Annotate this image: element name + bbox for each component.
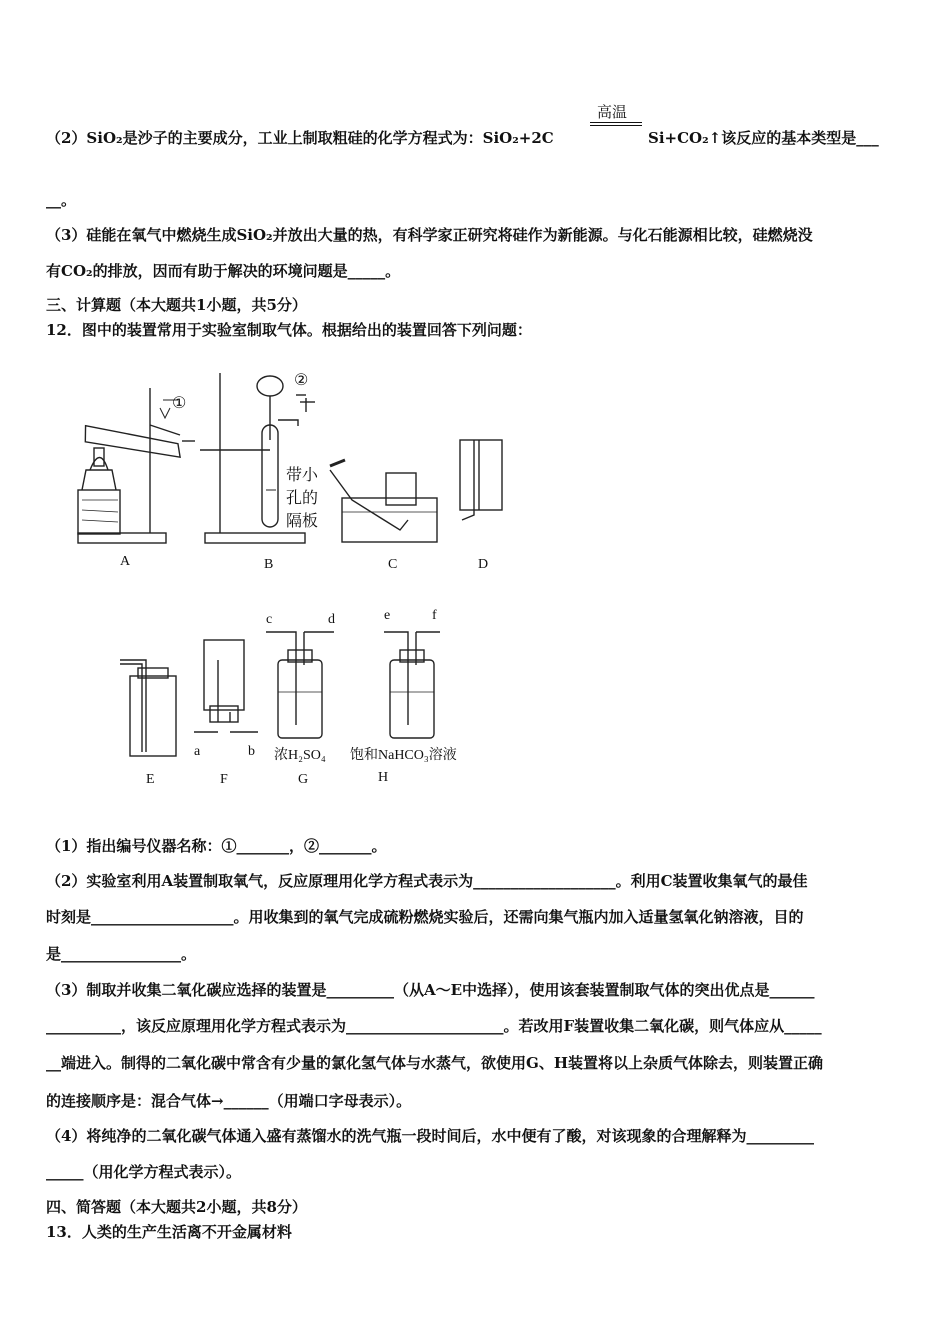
marker-2: ② [294,372,309,389]
label-h: H [378,770,389,785]
label-b: B [264,557,274,572]
apparatus-d [460,440,502,520]
port-d: d [328,612,335,627]
section-4-heading: 四、简答题（本大题共2小题，共8分） [46,1198,307,1216]
q12-s2-a: （2）实验室利用A装置制取氧气，反应原理用化学方程式表示为___________________。利用C装置收集氧气的最佳 [46,872,808,890]
q12-stem: 12．图中的装置常用于实验室制取气体。根据给出的装置回答下列问题： [46,321,532,339]
label-e: E [146,772,155,787]
q11-p3-text-b: 有CO₂的排放，因而有助于解决的环境问题是_____。 [46,262,401,280]
label-c: C [388,557,398,572]
q11-p2-text-b: Si+CO₂↑该反应的基本类型是___ [648,129,879,147]
q12-s4-a: （4）将纯净的二氧化碳气体通入盛有蒸馏水的洗气瓶一段时间后，水中便有了酸，对该现象的合理解释为_________ [46,1127,814,1145]
port-c: c [266,612,273,627]
label-a: A [120,554,131,569]
port-a: a [194,744,201,759]
apparatus-c [330,460,437,542]
q12-s3-c: __端进入。制得的二氧化碳中常含有少量的氯化氢气体与水蒸气，欲使用G、H装置将以上杂质气体除去，则装置正确 [46,1054,823,1072]
apparatus-e [120,660,176,756]
q12-s1: （1）指出编号仪器名称：①_______，②_______。 [46,837,387,855]
label-g: G [298,772,309,787]
q12-s3-d: 的连接顺序是：混合气体→______（用端口字母表示）。 [46,1092,412,1110]
b-note-line-1: 带小 [286,467,319,484]
q13-stem: 13．人类的生产生活离不开金属材料 [46,1223,292,1241]
b-note-line-2: 孔的 [286,490,319,507]
apparatus-g [266,632,334,738]
apparatus-f [194,640,258,732]
section-3-heading: 三、计算题（本大题共1小题，共5分） [46,296,307,314]
label-f: F [220,772,228,787]
q12-s3-b: __________，该反应原理用化学方程式表示为_____________________。若改用F装置收集二氧化碳，则气体应从_____ [46,1017,822,1035]
q11-p2-text-c: __。 [46,191,77,209]
q12-s2-b: 时刻是___________________。用收集到的氧气完成硫粉燃烧实验后，还需向集气瓶内加入适量氢氧化钠溶液，目的 [46,908,804,926]
q12-s2-c: 是________________。 [46,945,197,963]
port-f: f [432,608,437,623]
q11-p2-text-a: （2）SiO₂是沙子的主要成分，工业上制取粗硅的化学方程式为：SiO₂+2C [46,129,554,147]
q12-s4-b: _____（用化学方程式表示）。 [46,1163,242,1181]
q12-s3-a: （3）制取并收集二氧化碳应选择的装置是_________（从A～E中选择），使用该套装置制取气体的突出优点是______ [46,981,815,999]
h-liquid: 饱和NaHCO₃溶液 [350,748,457,763]
b-note-line-3: 隔板 [286,513,319,530]
marker-1: ① [172,395,187,412]
g-liquid: 浓H₂SO₄ [274,748,326,763]
q11-p3-text-a: （3）硅能在氧气中燃烧生成SiO₂并放出大量的热，有科学家正研究将硅作为新能源。与化石能源相比较，硅燃烧没 [46,226,813,244]
port-e: e [384,608,391,623]
port-b: b [248,744,255,759]
apparatus-h [384,632,440,738]
label-d: D [478,557,489,572]
reaction-condition: 高温 [597,103,628,121]
